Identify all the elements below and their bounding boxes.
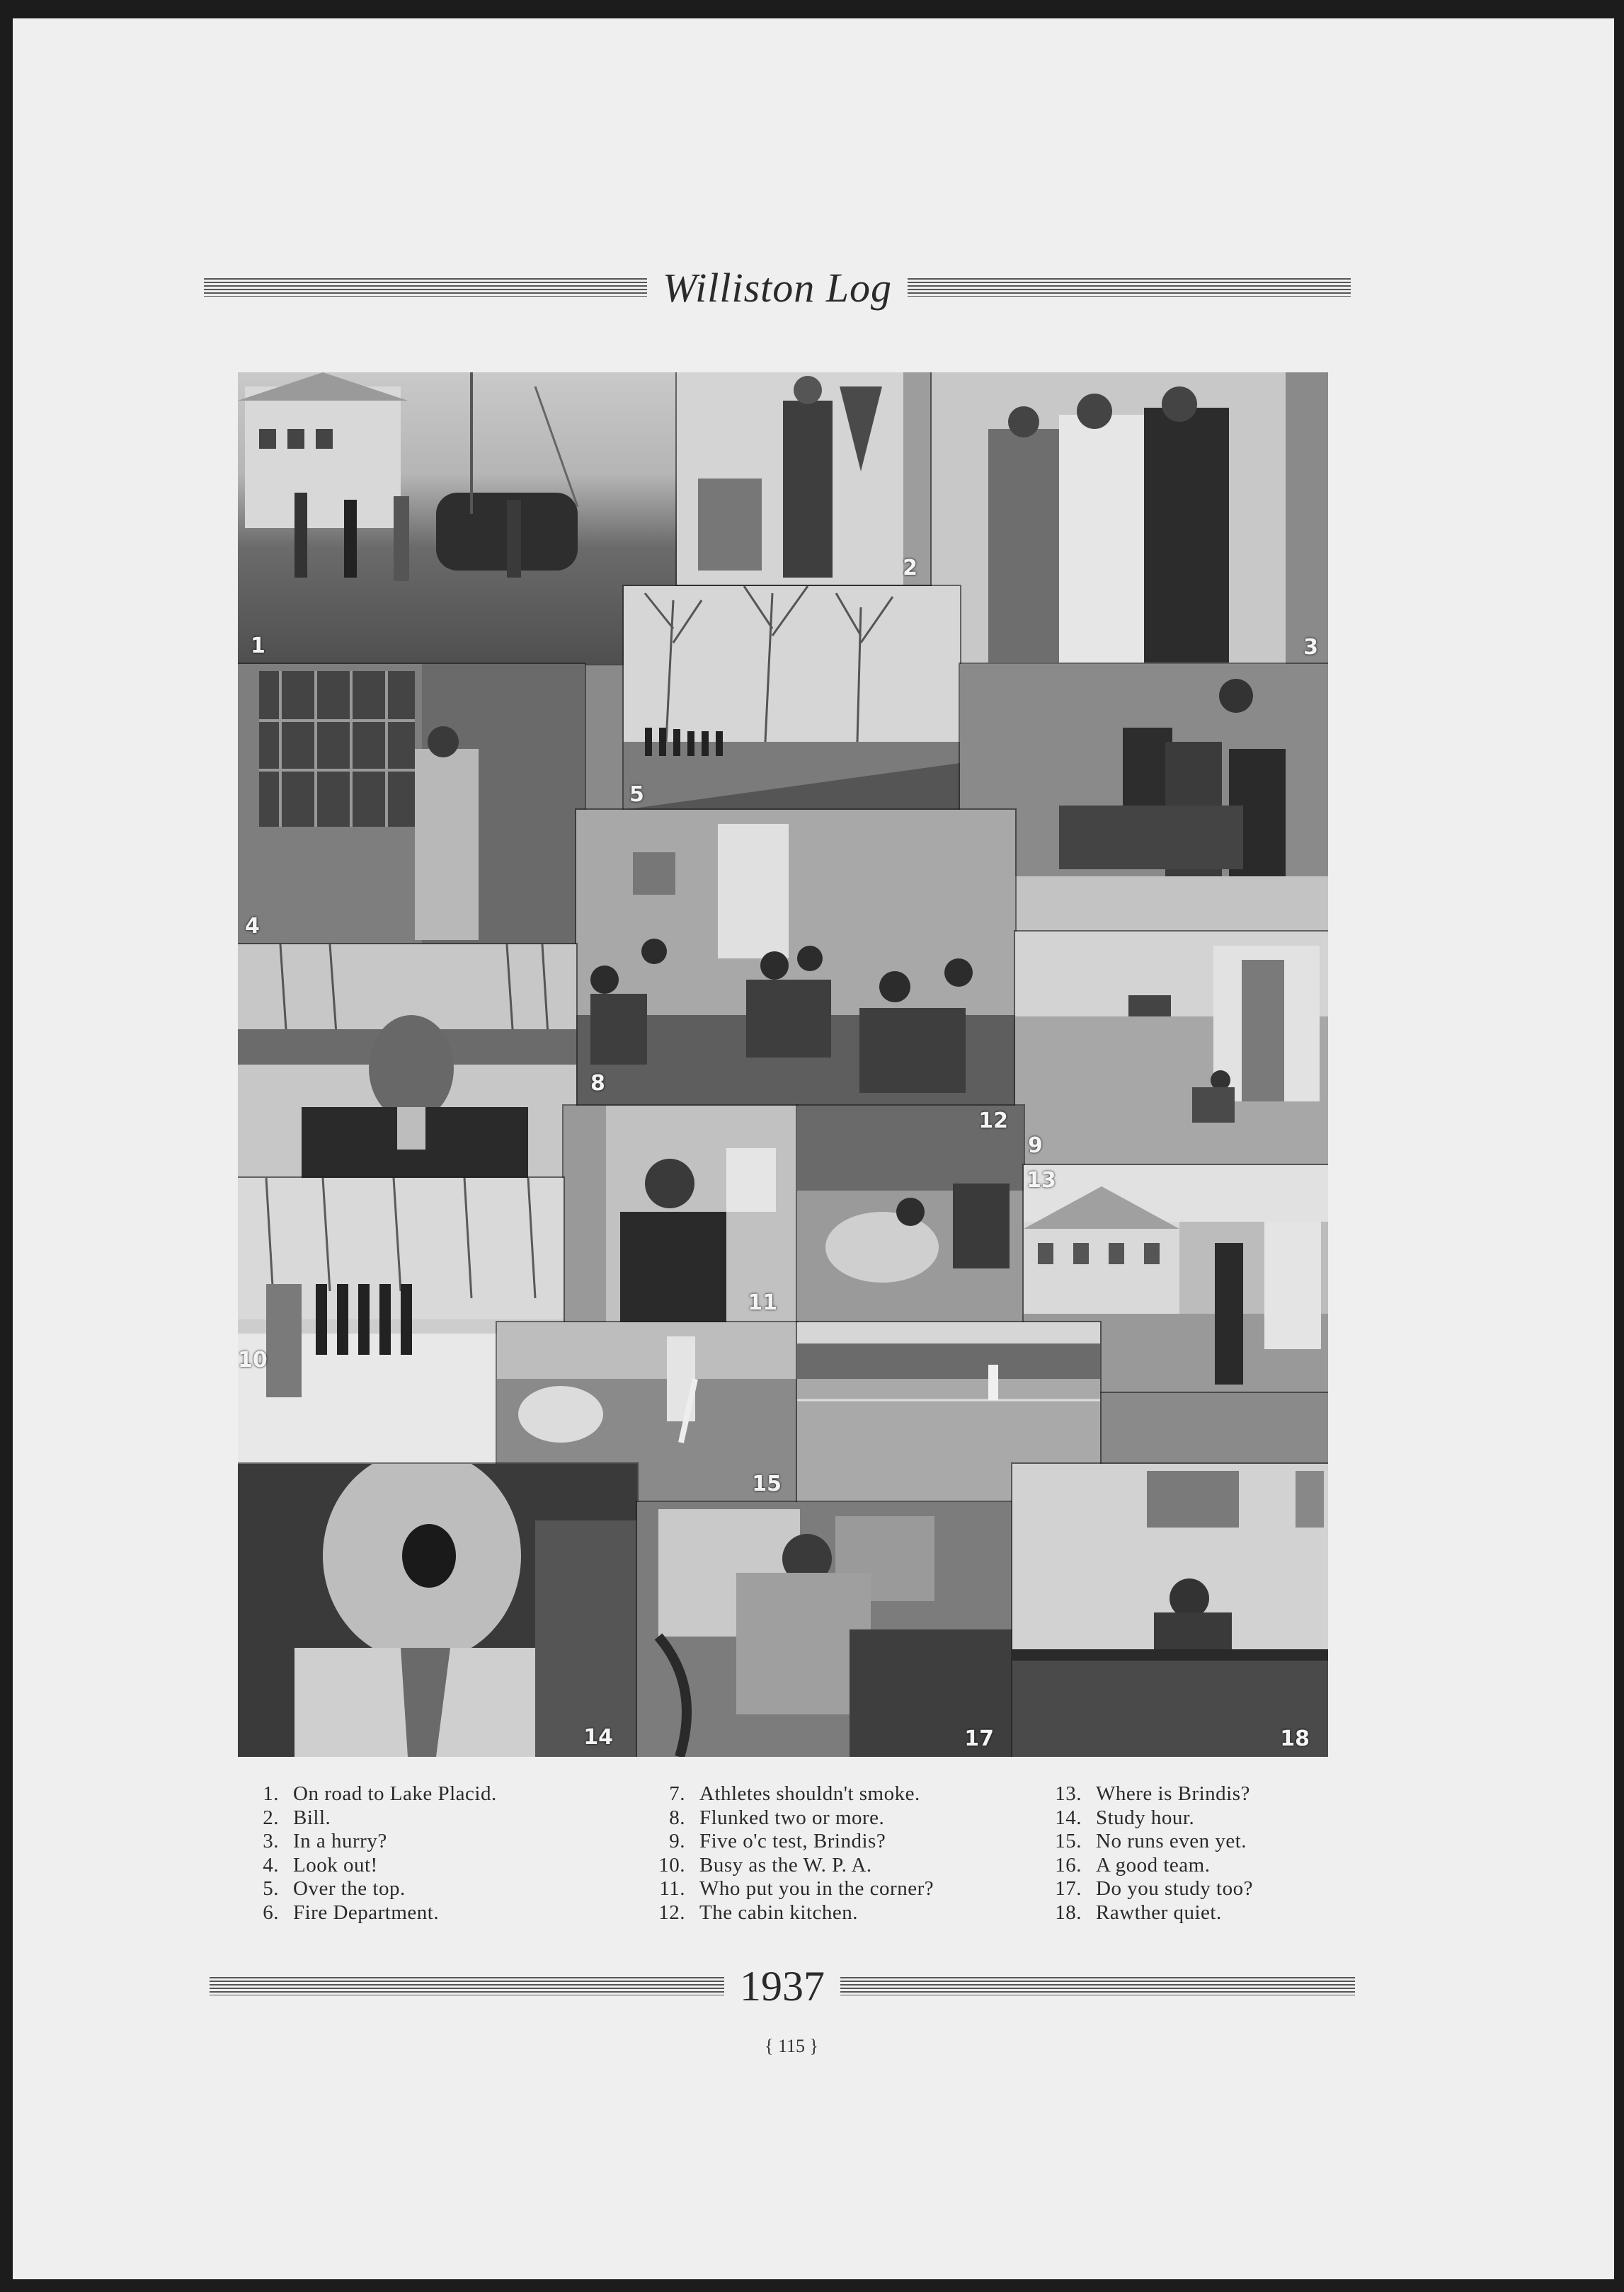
caption-18: 18. Rawther quiet. <box>1055 1901 1222 1924</box>
photo-11 <box>564 1106 797 1322</box>
footer-year: 1937 <box>740 1962 825 2010</box>
photo-18 <box>1012 1464 1328 1757</box>
page-title: Williston Log <box>663 264 893 311</box>
photo-14-label: 14 <box>583 1725 613 1750</box>
photo-4-label: 4 <box>245 914 260 939</box>
photo-collage <box>238 372 1328 1757</box>
caption-16: 16. A good team. <box>1055 1853 1211 1876</box>
photo-1 <box>238 372 677 664</box>
photo-14 <box>238 1464 637 1757</box>
photo-3 <box>932 372 1328 664</box>
photo-9 <box>1015 932 1328 1165</box>
photo-11-label: 11 <box>748 1290 777 1315</box>
photo-2-scene <box>677 372 932 585</box>
caption-9: 9. Five o'c test, Brindis? <box>669 1830 886 1852</box>
photo-3-label: 3 <box>1303 635 1318 660</box>
caption-column-3 <box>1053 1782 1253 1925</box>
caption-13: 13. Where is Brindis? <box>1055 1782 1250 1805</box>
photo-15-label: 15 <box>752 1472 782 1496</box>
caption-2: 2. Bill. <box>263 1806 331 1829</box>
caption-10: 10. Busy as the W. P. A. <box>658 1853 872 1876</box>
photo-8 <box>576 810 1015 1106</box>
photo-3-scene <box>932 372 1328 664</box>
page-footer <box>210 1958 1355 2015</box>
yearbook-page <box>13 18 1614 2279</box>
photo-7-scene <box>238 944 576 1178</box>
photo-5-scene <box>624 586 960 810</box>
photo-2-label: 2 <box>903 556 917 580</box>
photo-9-scene <box>1015 932 1328 1165</box>
caption-7: 7. Athletes shouldn't smoke. <box>669 1782 920 1805</box>
caption-6: 6. Fire Department. <box>263 1901 440 1924</box>
header-rule-right <box>908 278 1351 297</box>
caption-column-2 <box>650 1782 934 1925</box>
photo-12 <box>797 1106 1024 1322</box>
caption-5: 5. Over the top. <box>263 1877 406 1900</box>
caption-3: 3. In a hurry? <box>263 1830 387 1852</box>
photo-1-label: 1 <box>251 634 265 658</box>
footer-rule-right <box>840 1977 1355 1995</box>
photo-5-label: 5 <box>629 782 644 807</box>
photo-18-label: 18 <box>1280 1726 1310 1751</box>
photo-6 <box>960 664 1328 956</box>
page-number: { 115 } <box>765 2036 818 2056</box>
caption-1: 1. On road to Lake Placid. <box>263 1782 497 1805</box>
photo-2 <box>677 372 932 585</box>
photo-17-label: 17 <box>964 1726 994 1751</box>
photo-18-scene <box>1012 1464 1328 1757</box>
photo-8-label: 8 <box>590 1071 605 1096</box>
photo-12-label: 12 <box>978 1108 1008 1133</box>
footer-rule-left <box>210 1977 724 1995</box>
caption-12: 12. The cabin kitchen. <box>658 1901 858 1924</box>
photo-17 <box>637 1502 1012 1757</box>
caption-column-1 <box>253 1782 497 1925</box>
caption-14: 14. Study hour. <box>1055 1806 1195 1829</box>
photo-5 <box>624 586 960 810</box>
photo-7 <box>238 944 576 1178</box>
caption-4: 4. Look out! <box>263 1853 378 1876</box>
page-header <box>204 259 1351 316</box>
photo-4-scene <box>238 664 585 944</box>
photo-10-label: 10 <box>238 1348 268 1373</box>
photo-13-label: 13 <box>1027 1168 1056 1193</box>
photo-12-scene <box>797 1106 1024 1322</box>
caption-15: 15. No runs even yet. <box>1055 1830 1247 1852</box>
photo-8-scene <box>576 810 1015 1106</box>
caption-8: 8. Flunked two or more. <box>669 1806 885 1829</box>
header-rule-left <box>204 278 647 297</box>
photo-14-scene <box>238 1464 637 1757</box>
photo-4 <box>238 664 585 944</box>
photo-9-label: 9 <box>1028 1133 1043 1158</box>
photo-6-scene <box>960 664 1328 956</box>
photo-17-scene <box>637 1502 1012 1757</box>
caption-11: 11. Who put you in the corner? <box>659 1877 934 1900</box>
photo-1-scene <box>238 372 677 664</box>
caption-17: 17. Do you study too? <box>1055 1877 1253 1900</box>
photo-captions <box>253 1782 1337 1931</box>
